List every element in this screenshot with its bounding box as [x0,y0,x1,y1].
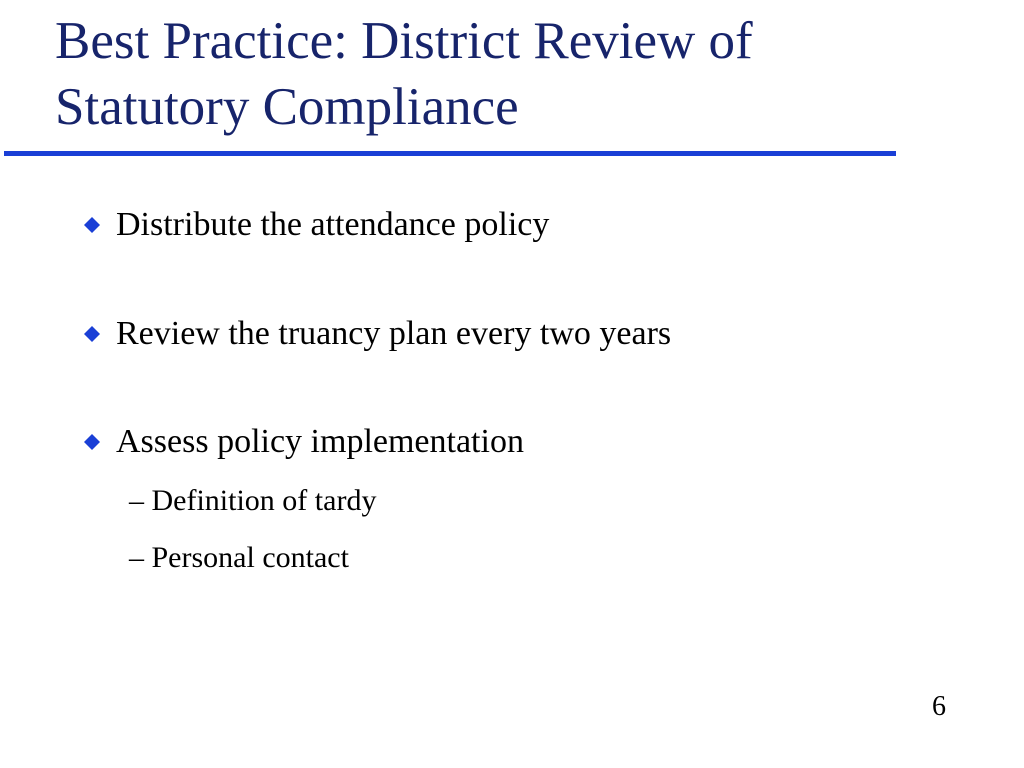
sub-bullet-item: – Personal contact [129,541,349,574]
bullet-item [84,422,524,462]
title-line-1: Best Practice: District Review of [55,12,753,70]
bullet-item [84,314,671,354]
diamond-bullet-icon [84,326,100,342]
bullet-item [84,205,549,245]
slide-title [55,8,955,140]
sub-bullet-item: – Definition of tardy [129,484,377,517]
page-number: 6 [932,691,946,722]
title-underline [4,151,896,156]
title-line-2: Statutory Compliance [55,78,519,136]
bullet-text: Review the truancy plan every two years [116,315,672,352]
diamond-bullet-icon [84,434,100,450]
diamond-bullet-icon [84,217,100,233]
bullet-text: Assess policy implementation [116,423,524,460]
bullet-text: Distribute the attendance policy [116,206,550,243]
